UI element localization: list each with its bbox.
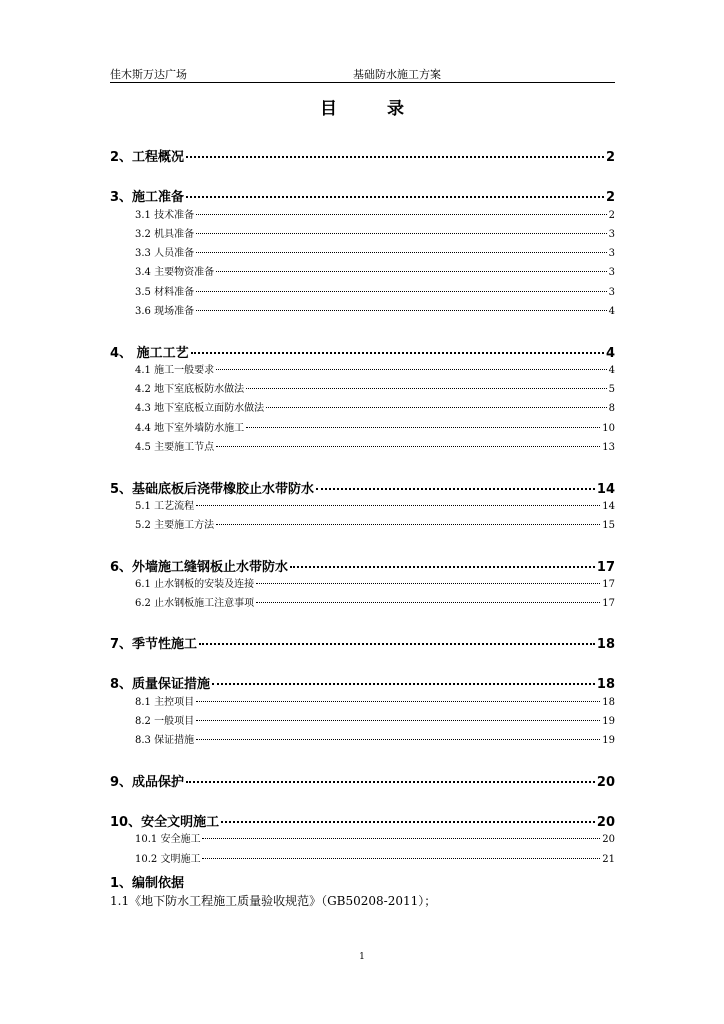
toc-section-entry[interactable]: [110, 380, 615, 395]
toc-dot-leader: [186, 781, 595, 783]
toc-dot-leader: [216, 446, 600, 447]
toc-entry-page: 18: [596, 637, 615, 652]
toc-section-entry[interactable]: [110, 225, 615, 240]
toc-chapter-entry[interactable]: [110, 633, 615, 652]
toc-entry-label: 3.1 技术准备: [135, 210, 195, 221]
toc-entry-page: 4: [608, 365, 615, 376]
toc-dot-leader: [196, 701, 600, 702]
toc-entry-page: 15: [602, 520, 615, 531]
toc-section-entry[interactable]: [110, 850, 615, 865]
toc-chapter-entry[interactable]: [110, 186, 615, 205]
toc-entry-page: 14: [596, 482, 615, 497]
page-header: [110, 64, 615, 83]
toc-dot-leader: [196, 739, 600, 740]
toc-entry-page: 10: [602, 423, 615, 434]
toc-entry-page: 4: [608, 306, 615, 317]
toc-section-entry[interactable]: [110, 302, 615, 317]
toc-section-entry[interactable]: [110, 263, 615, 278]
toc-dot-leader: [191, 352, 604, 354]
toc-dot-leader: [196, 310, 607, 311]
toc-entry-page: 3: [608, 248, 615, 259]
toc-entry-label: 3.6 现场准备: [135, 306, 195, 317]
toc-entry-label: 4.5 主要施工节点: [135, 442, 215, 453]
toc-dot-leader: [196, 505, 600, 506]
toc-entry-label: 7、季节性施工: [110, 637, 198, 652]
toc-entry-label: 3、施工准备: [110, 190, 185, 205]
toc-dot-leader: [256, 602, 600, 603]
toc-entry-page: 3: [608, 267, 615, 278]
toc-entry-label: 10.1 安全施工: [135, 834, 201, 845]
toc-entry-page: 2: [605, 190, 615, 205]
toc-chapter-entry[interactable]: [110, 771, 615, 790]
toc-chapter-entry[interactable]: [110, 342, 615, 361]
toc-entry-page: 19: [602, 735, 615, 746]
toc-dot-leader: [199, 643, 595, 645]
toc-dot-leader: [266, 407, 607, 408]
toc-section-entry[interactable]: [110, 361, 615, 376]
toc-entry-label: 3.5 材料准备: [135, 287, 195, 298]
page-number: 1: [359, 952, 365, 962]
toc-dot-leader: [216, 369, 607, 370]
toc-dot-leader: [246, 388, 607, 389]
toc-dot-leader: [202, 838, 600, 839]
toc-section-entry[interactable]: [110, 731, 615, 746]
toc-entry-page: 17: [602, 598, 615, 609]
toc-entry-label: 2、工程概况: [110, 150, 185, 165]
toc-section-entry[interactable]: [110, 497, 615, 512]
toc-entry-label: 3.2 机具准备: [135, 229, 195, 240]
toc-entry-page: 20: [602, 834, 615, 845]
toc-section-entry[interactable]: [110, 693, 615, 708]
toc-entry-page: 13: [602, 442, 615, 453]
toc-entry-label: 8.2 一般项目: [135, 716, 195, 727]
toc-dot-leader: [212, 683, 595, 685]
toc-entry-page: 18: [596, 677, 615, 692]
toc-entry-page: 2: [608, 210, 615, 221]
toc-entry-label: 4.4 地下室外墙防水施工: [135, 423, 245, 434]
toc-entry-page: 14: [602, 501, 615, 512]
toc-dot-leader: [246, 427, 600, 428]
toc-entry-label: 4.1 施工一般要求: [135, 365, 215, 376]
toc-entry-label: 10.2 文明施工: [135, 854, 201, 865]
toc-chapter-entry[interactable]: [110, 556, 615, 575]
toc-entry-label: 9、成品保护: [110, 775, 185, 790]
toc-entry-label: 3.3 人员准备: [135, 248, 195, 259]
toc-entry-label: 4.3 地下室底板立面防水做法: [135, 403, 265, 414]
toc-dot-leader: [186, 196, 604, 198]
toc-section-entry[interactable]: [110, 399, 615, 414]
toc-dot-leader: [316, 488, 595, 490]
toc-entry-page: 3: [608, 229, 615, 240]
toc-entry-page: 2: [605, 150, 615, 165]
toc-section-entry[interactable]: [110, 244, 615, 259]
toc-section-entry[interactable]: [110, 830, 615, 845]
section-heading: 1、编制依据: [110, 876, 185, 891]
toc-dot-leader: [196, 214, 607, 215]
toc-dot-leader: [256, 583, 600, 584]
toc-entry-label: 8、质量保证措施: [110, 677, 211, 692]
toc-entry-page: 19: [602, 716, 615, 727]
toc-title: 目 录: [320, 99, 426, 119]
header-project-name: 佳木斯万达广场: [110, 68, 187, 81]
toc-entry-page: 20: [596, 815, 615, 830]
toc-entry-label: 5.1 工艺流程: [135, 501, 195, 512]
toc-chapter-entry[interactable]: [110, 811, 615, 830]
toc-entry-page: 5: [608, 384, 615, 395]
toc-entry-label: 4、 施工工艺: [110, 346, 189, 361]
header-document-title: 基础防水施工方案: [353, 68, 441, 81]
toc-dot-leader: [196, 720, 600, 721]
toc-entry-label: 4.2 地下室底板防水做法: [135, 384, 245, 395]
toc-section-entry[interactable]: [110, 438, 615, 453]
toc-entry-page: 8: [608, 403, 615, 414]
toc-entry-page: 3: [608, 287, 615, 298]
toc-dot-leader: [216, 524, 600, 525]
toc-chapter-entry[interactable]: [110, 673, 615, 692]
toc-section-entry[interactable]: [110, 575, 615, 590]
toc-entry-page: 17: [602, 579, 615, 590]
toc-entry-label: 5、基础底板后浇带橡胶止水带防水: [110, 482, 315, 497]
toc-section-entry[interactable]: [110, 419, 615, 434]
toc-dot-leader: [221, 821, 595, 823]
toc-entry-label: 6.1 止水钢板的安装及连接: [135, 579, 255, 590]
toc-dot-leader: [202, 858, 600, 859]
toc-entry-page: 4: [605, 346, 615, 361]
toc-entry-label: 8.1 主控项目: [135, 697, 195, 708]
toc-entry-label: 10、安全文明施工: [110, 815, 220, 830]
toc-entry-label: 5.2 主要施工方法: [135, 520, 215, 531]
toc-section-entry[interactable]: [110, 206, 615, 221]
toc-entry-page: 21: [602, 854, 615, 865]
toc-dot-leader: [196, 252, 607, 253]
toc-dot-leader: [290, 566, 595, 568]
toc-section-entry[interactable]: [110, 516, 615, 531]
toc-entry-page: 18: [602, 697, 615, 708]
toc-dot-leader: [186, 156, 604, 158]
toc-entry-label: 6.2 止水钢板施工注意事项: [135, 598, 255, 609]
toc-entry-label: 8.3 保证措施: [135, 735, 195, 746]
toc-dot-leader: [196, 233, 607, 234]
toc-dot-leader: [216, 271, 607, 272]
toc-chapter-entry[interactable]: [110, 146, 615, 165]
toc-section-entry[interactable]: [110, 283, 615, 298]
toc-chapter-entry[interactable]: [110, 478, 615, 497]
toc-entry-page: 17: [596, 560, 615, 575]
toc-section-entry[interactable]: [110, 712, 615, 727]
toc-entry-page: 20: [596, 775, 615, 790]
toc-entry-label: 6、外墙施工缝钢板止水带防水: [110, 560, 289, 575]
toc-dot-leader: [196, 291, 607, 292]
body-paragraph: 1.1《地下防水工程施工质量验收规范》（GB50208-2011）；: [110, 894, 437, 908]
toc-entry-label: 3.4 主要物资准备: [135, 267, 215, 278]
toc-section-entry[interactable]: [110, 594, 615, 609]
